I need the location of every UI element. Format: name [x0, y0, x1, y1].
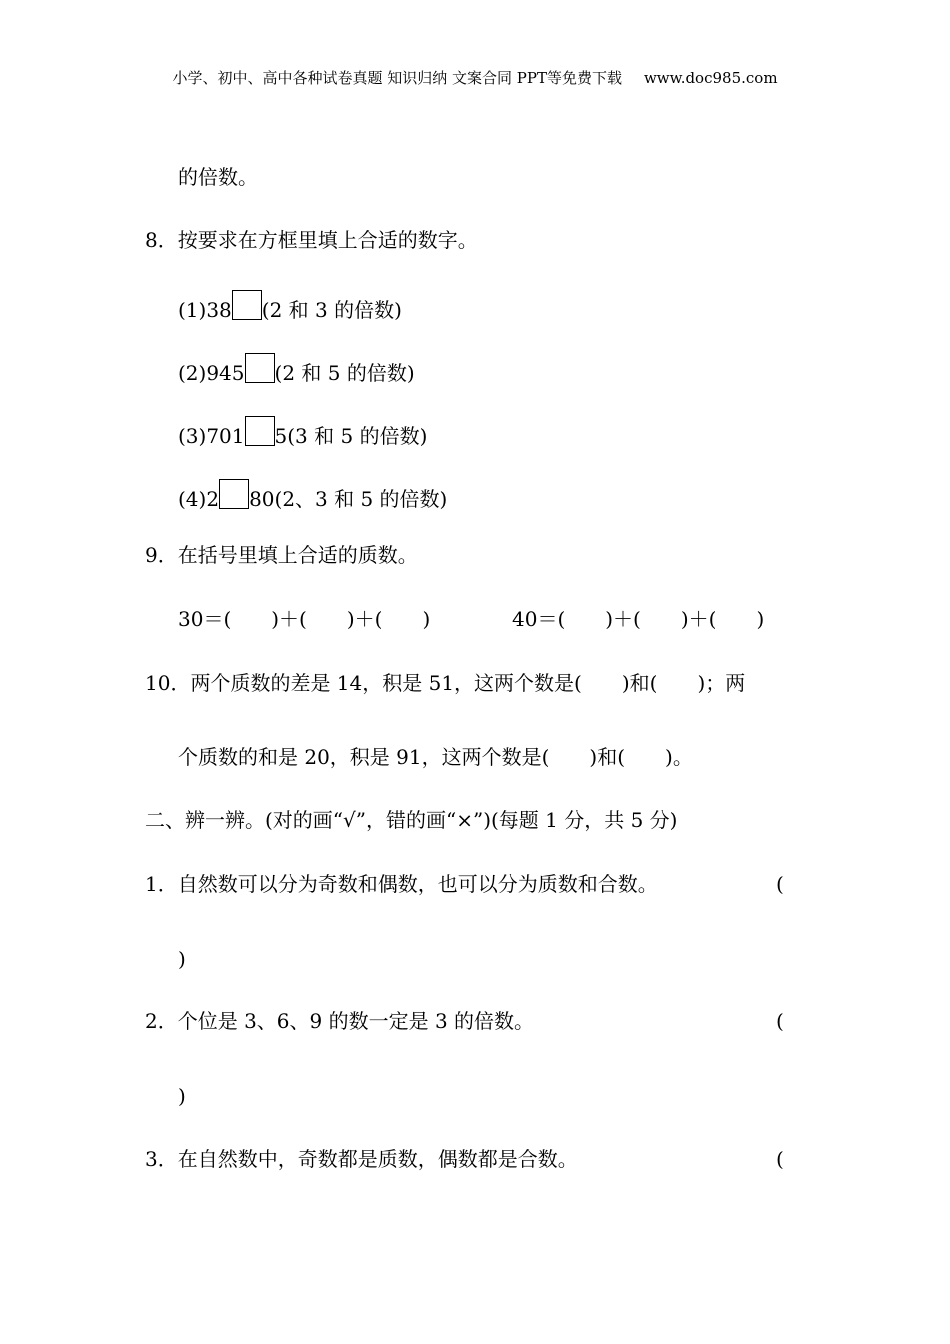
q8-item-1-post: (2 和 3 的倍数): [261, 298, 402, 322]
judge-item-2: 2．个位是 3、6、9 的数一定是 3 的倍数。: [145, 1009, 535, 1033]
q8-item-1: [178, 290, 402, 322]
q8-answer-box-4[interactable]: [219, 479, 249, 509]
judge-item-3-open-paren: (: [776, 1147, 784, 1171]
q8-item-4-pre: (4)2: [178, 487, 220, 511]
judge-item-1: 1．自然数可以分为奇数和偶数，也可以分为质数和合数。: [145, 872, 658, 896]
judge-item-2-close-paren: ): [178, 1084, 186, 1108]
q8-answer-box-1[interactable]: [232, 290, 262, 320]
q8-item-2-pre: (2)945: [178, 361, 245, 385]
q8-item-4-post: 80(2、3 和 5 的倍数): [249, 487, 448, 511]
q10-line-2: 个质数的和是 20，积是 91，这两个数是( )和( )。: [178, 745, 693, 769]
q9-equation-2: 40＝( )＋( )＋( ): [512, 607, 765, 631]
judge-item-1-close-paren: ): [178, 947, 186, 971]
q7-tail: 的倍数。: [178, 165, 258, 189]
q8-item-3: [178, 416, 427, 448]
header-site: www.doc985.com: [643, 69, 778, 87]
q9-title: 9．在括号里填上合适的质数。: [145, 543, 418, 567]
page-header: [0, 68, 950, 88]
q8-answer-box-2[interactable]: [245, 353, 275, 383]
q8-item-2-post: (2 和 5 的倍数): [274, 361, 415, 385]
q8-item-3-post: 5(3 和 5 的倍数): [274, 424, 428, 448]
header-text: 小学、初中、高中各种试卷真题 知识归纳 文案合同 PPT等免费下载: [172, 69, 622, 87]
judge-item-3: 3．在自然数中，奇数都是质数，偶数都是合数。: [145, 1147, 578, 1171]
q10-line-1: 10．两个质数的差是 14，积是 51，这两个数是( )和( )；两: [145, 671, 746, 695]
q9-equation-1: 30＝( )＋( )＋( ): [178, 607, 431, 631]
q8-item-4: [178, 479, 447, 511]
q8-answer-box-3[interactable]: [245, 416, 275, 446]
judge-item-2-open-paren: (: [776, 1009, 784, 1033]
judge-item-1-open-paren: (: [776, 872, 784, 896]
q8-item-3-pre: (3)701: [178, 424, 245, 448]
q8-item-2: [178, 353, 415, 385]
section2-title: 二、辨一辨。(对的画“√”，错的画“×”)(每题 1 分，共 5 分): [145, 808, 678, 832]
q8-item-1-pre: (1)38: [178, 298, 232, 322]
q8-title: 8．按要求在方框里填上合适的数字。: [145, 228, 478, 252]
